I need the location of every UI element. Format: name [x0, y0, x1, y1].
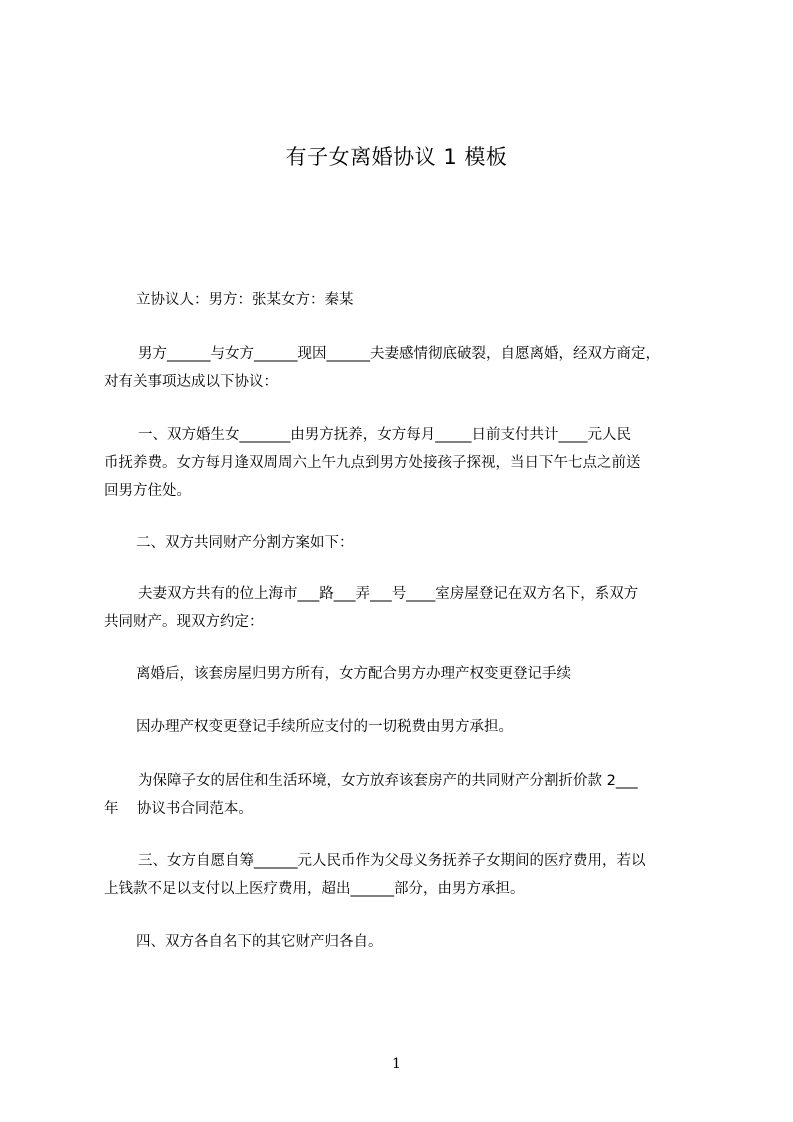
property-line-2: 共同财产。现双方约定： — [104, 614, 264, 630]
clause-1-line-2: 币抚养费。女方每月逢双周周六上午九点到男方处接孩子探视，当日下午七点之前送 — [104, 455, 641, 471]
children-housing-paragraph — [104, 767, 704, 823]
clause-3-line-2: 上钱款不足以支付以上医疗费用，超出______部分，由男方承担。 — [104, 881, 525, 897]
clause-1-paragraph — [104, 421, 704, 505]
clause-3-line-1: 三、女方自愿自筹______元人民币作为父母义务抚养子女期间的医疗费用，若以 — [138, 853, 646, 869]
clause-1-line-3: 回男方住处。 — [104, 483, 191, 499]
page-number: 1 — [392, 1056, 401, 1072]
parties-paragraph — [104, 286, 704, 314]
clause-2-heading-line: 二、双方共同财产分割方案如下： — [136, 535, 354, 551]
intro-paragraph — [104, 340, 704, 396]
clause-2-heading — [104, 529, 704, 557]
property-paragraph — [104, 580, 704, 636]
clause-3-paragraph — [104, 847, 704, 903]
property-line-1: 夫妻双方共有的位上海市___路___弄___号____室房屋登记在双方名下，系双方 — [138, 586, 639, 602]
parties-line: 立协议人：男方：张某女方：秦某 — [136, 292, 354, 308]
intro-line-2: 对有关事项达成以下协议： — [104, 374, 278, 390]
tax-fees-paragraph — [104, 713, 704, 741]
document-title: 有子女离婚协议 1 模板 — [285, 145, 508, 169]
clause-4-paragraph — [104, 928, 704, 956]
clause-1-line-1: 一、双方婚生女_______由男方抚养，女方每月_____日前支付共计____元人民 — [138, 427, 631, 443]
intro-line-1: 男方______与女方______现因______夫妻感情彻底破裂，自愿离婚，经双方商定， — [138, 346, 660, 362]
house-after-divorce-paragraph — [104, 660, 704, 688]
clause-4-line: 四、双方各自名下的其它财产归各自。 — [136, 934, 383, 950]
children-housing-line-2: 年 协议书合同范本。 — [104, 801, 253, 817]
tax-fees-line: 因办理产权变更登记手续所应支付的一切税费由男方承担。 — [136, 719, 513, 735]
house-after-divorce-line: 离婚后，该套房屋归男方所有，女方配合男方办理产权变更登记手续 — [136, 666, 571, 682]
children-housing-line-1: 为保障子女的居住和生活环境，女方放弃该套房产的共同财产分割折价款 2___ — [138, 773, 638, 789]
